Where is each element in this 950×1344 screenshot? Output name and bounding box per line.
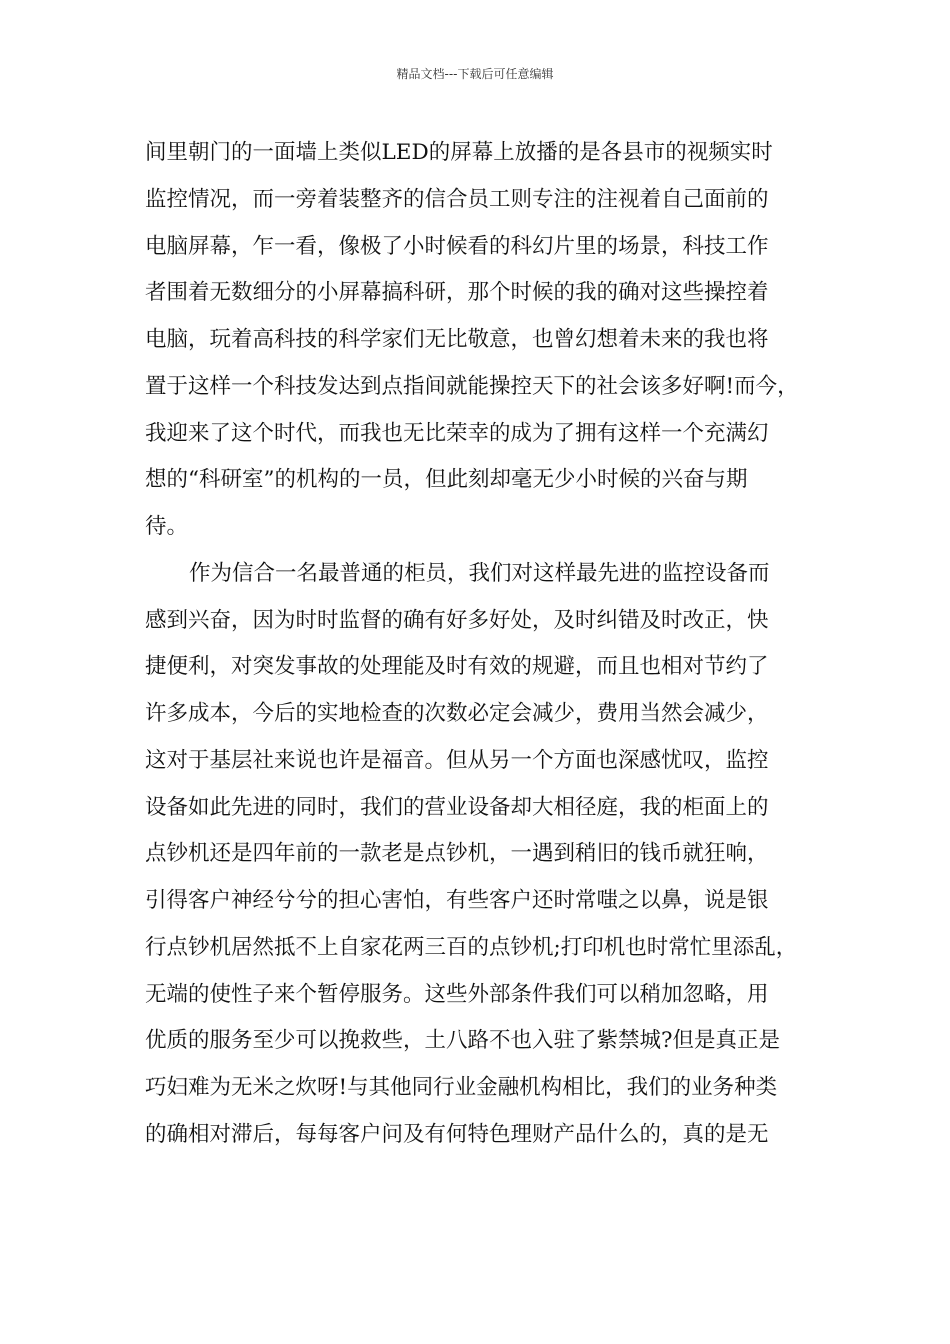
text-line: 许多成本，今后的实地检查的次数必定会减少，费用当然会减少， bbox=[145, 701, 769, 726]
text-line: 优质的服务至少可以挽救些，土八路不也入驻了紫禁城?但是真正是 bbox=[145, 1028, 781, 1054]
text-line: 作为信合一名最普通的柜员，我们对这样最先进的监控设备而 bbox=[189, 560, 770, 586]
text-line: 的确相对滞后，每每客户问及有何特色理财产品什么的，真的是无 bbox=[145, 1121, 769, 1147]
text-line: 置于这样一个科技发达到点指间就能操控天下的社会该多好啊!而今， bbox=[145, 373, 799, 399]
text-line: 想的“科研室”的机构的一员，但此刻却毫无少小时候的兴奋与期 bbox=[145, 467, 748, 493]
text-line: 捷便利，对突发事故的处理能及时有效的规避，而且也相对节约了 bbox=[145, 654, 769, 680]
text-line: 我迎来了这个时代，而我也无比荣幸的成为了拥有这样一个充满幻 bbox=[145, 420, 769, 446]
text-line: 设备如此先进的同时，我们的营业设备却大相径庭，我的柜面上的 bbox=[145, 794, 769, 820]
text-line: 无端的使性子来个暂停服务。这些外部条件我们可以稍加忽略，用 bbox=[145, 981, 769, 1007]
text-line: 待。 bbox=[145, 514, 189, 539]
document-body bbox=[145, 130, 815, 1159]
paragraph-2 bbox=[145, 551, 815, 1159]
text-line: 引得客户神经兮兮的担心害怕，有些客户还时常嗤之以鼻，说是银 bbox=[145, 888, 769, 913]
text-line: 点钞机还是四年前的一款老是点钞机，一遇到稍旧的钱币就狂响， bbox=[145, 841, 769, 867]
paragraph-1 bbox=[145, 130, 815, 551]
text-line: 间里朝门的一面墙上类似LED的屏幕上放播的是各县市的视频实时 bbox=[145, 140, 773, 165]
text-line: 监控情况，而一旁着装整齐的信合员工则专注的注视着自己面前的 bbox=[145, 186, 769, 212]
text-line: 行点钞机居然抵不上自家花两三百的点钞机;打印机也时常忙里添乱， bbox=[145, 934, 798, 960]
text-line: 电脑屏幕，乍一看，像极了小时候看的科幻片里的场景，科技工作 bbox=[145, 233, 769, 259]
text-line: 巧妇难为无米之炊呀!与其他同行业金融机构相比，我们的业务种类 bbox=[145, 1075, 778, 1100]
text-line: 感到兴奋，因为时时监督的确有好多好处，及时纠错及时改正，快 bbox=[145, 607, 769, 633]
text-line: 者围着无数细分的小屏幕搞科研，那个时候的我的确对这些操控着 bbox=[145, 280, 769, 306]
page-header: 精品文档---下载后可任意编辑 bbox=[396, 67, 554, 81]
text-line: 这对于基层社来说也许是福音。但从另一个方面也深感忧叹，监控 bbox=[145, 747, 769, 773]
text-line: 电脑，玩着高科技的科学家们无比敬意，也曾幻想着未来的我也将 bbox=[145, 327, 769, 352]
